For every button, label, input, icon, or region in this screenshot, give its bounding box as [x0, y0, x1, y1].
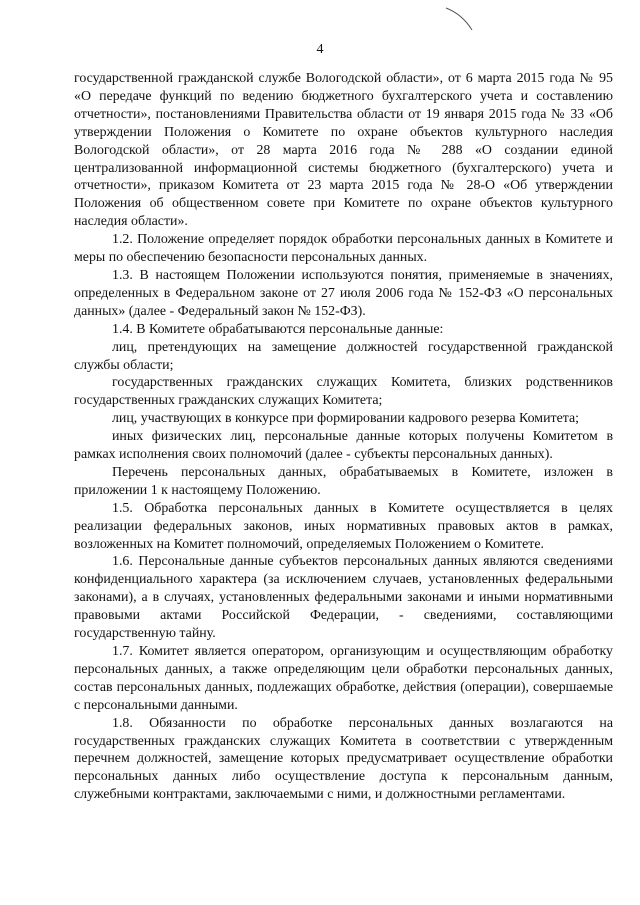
paragraph: Перечень персональных данных, обрабатываемых в Комитете, изложен в приложении 1 к настоящему Положению.: [74, 464, 613, 498]
paragraph-1-3: 1.3. В настоящем Положении используются понятия, применяемые в значениях, определенных в Федеральном законе от 27 июля 2006 года № 152-ФЗ «О персональных данных» (далее - Федеральный закон № 152-ФЗ).: [74, 267, 613, 319]
paragraph-1-7: 1.7. Комитет является оператором, организующим и осуществляющим обработку персональных данных, а также определяющим цели обработки персональных данных, состав персональных данных, подлежащих обработке, действия (операции), совершаемые с персональными данными.: [74, 644, 613, 713]
list-item: лиц, участвующих в конкурсе при формировании кадрового резерва Комитета;: [112, 411, 580, 427]
document-body: [74, 70, 613, 804]
scan-mark: [444, 6, 476, 32]
paragraph: государственной гражданской службе Вологодской области», от 6 марта 2015 года № 95 «О передаче функций по ведению бюджетного бухгалтерского учета и составлению отчетности», постановлениями Правительства области от 19 января 2015 года № 33 «Об утверждении Положения о Комитете по охране объектов культурного наследия Вологодской области», от 28 марта 2016 года № 288 «О создании единой централизованной информационной системы бюджетного (бухгалтерского) учета и отчетности», приказом Комитета от 23 марта 2015 года № 28-О «Об утверждении Положения об общественном совете при Комитете по охране объектов культурного наследия области».: [74, 71, 613, 230]
paragraph-1-5: 1.5. Обработка персональных данных в Комитете осуществляется в целях реализации федеральных законов, иных нормативных правовых актов в рамках, возложенных на Комитет полномочий, определяемых Положением о Комитете.: [74, 500, 613, 552]
paragraph-1-6: 1.6. Персональные данные субъектов персональных данных являются сведениями конфиденциального характера (за исключением случаев, установленных федеральными законами), а в случаях, установленных федеральными законами и иными нормативными правовыми актами Российской Федерации, - сведениями, составляющими государственную тайну.: [74, 554, 613, 642]
list-item: иных физических лиц, персональные данные которых получены Комитетом в рамках исполнения своих полномочий (далее - субъекты персональных данных).: [74, 429, 613, 463]
paragraph-1-8: 1.8. Обязанности по обработке персональных данных возлагаются на государственных гражданских служащих Комитета в соответствии с утвержденным перечнем должностей, замещение которых предусматривает осуществление обработки персональных данных либо осуществление доступа к персональным данным, служебными контрактами, заключаемыми с ними, и должностными регламентами.: [74, 715, 613, 803]
list-item: государственных гражданских служащих Комитета, близких родственников государственных гражданских служащих Комитета;: [74, 375, 613, 409]
page-number: 4: [316, 42, 324, 57]
list-item: лиц, претендующих на замещение должностей государственной гражданской службы области;: [74, 339, 613, 373]
paragraph-1-4: 1.4. В Комитете обрабатываются персональные данные:: [112, 321, 444, 337]
paragraph-1-2: 1.2. Положение определяет порядок обработки персональных данных в Комитете и меры по обеспечению безопасности персональных данных.: [74, 232, 613, 266]
